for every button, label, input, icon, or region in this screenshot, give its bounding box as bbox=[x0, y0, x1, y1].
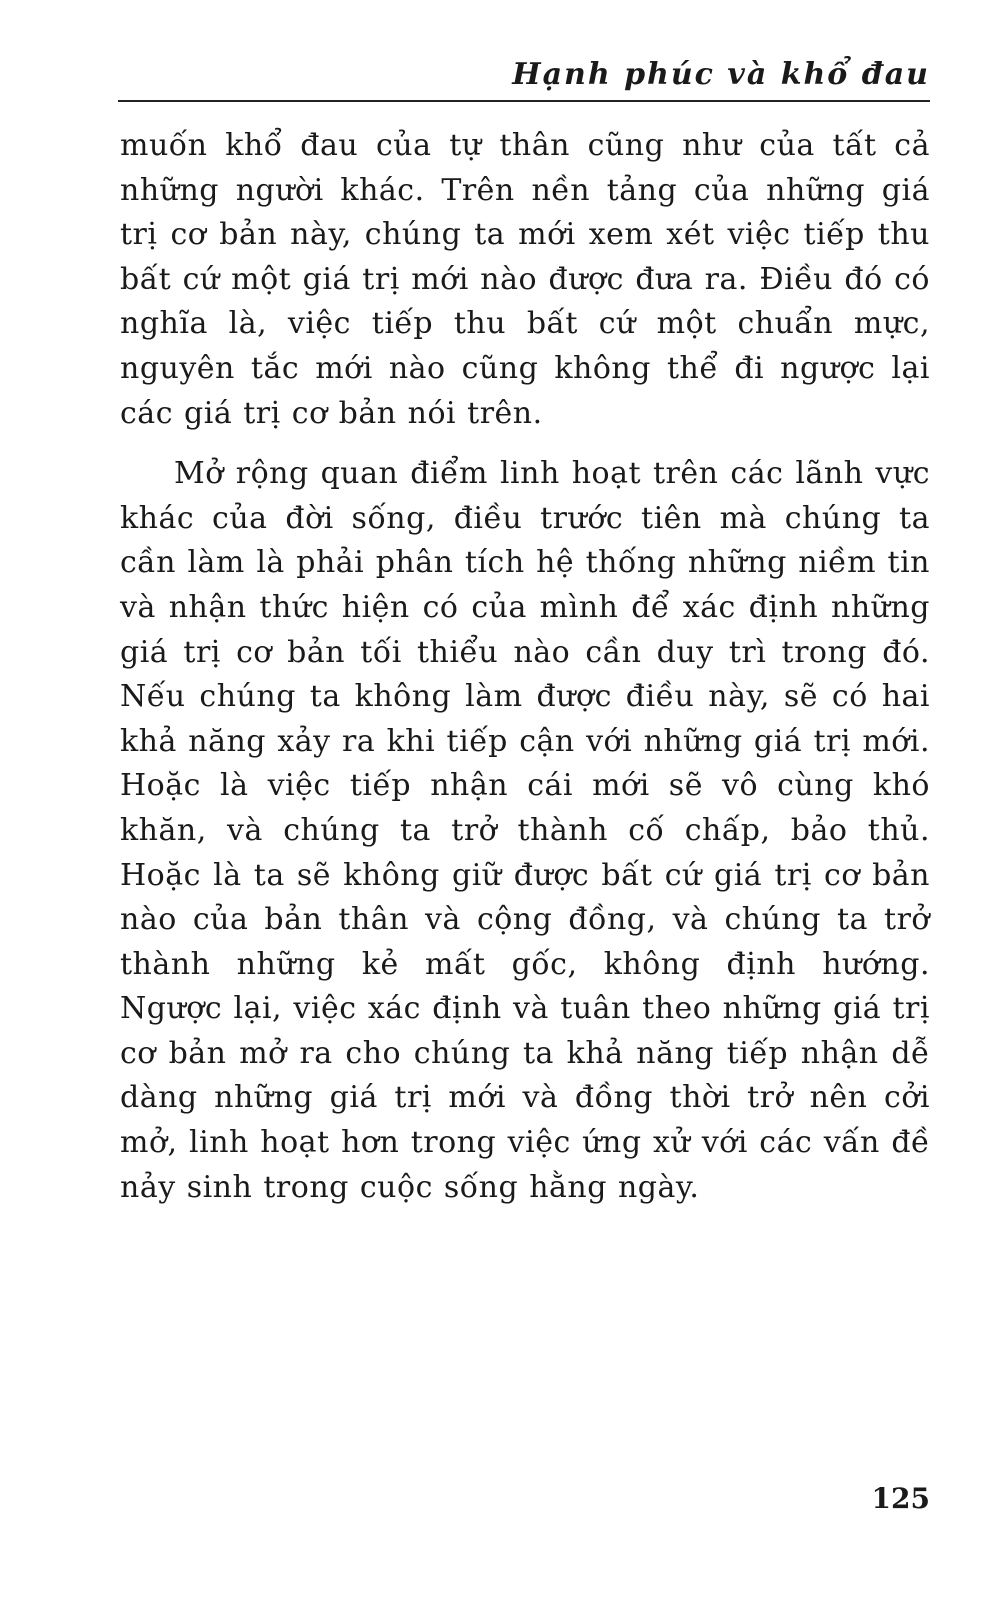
running-header bbox=[118, 52, 930, 102]
paragraph: Mở rộng quan điểm linh hoạt trên các lãnh vực khác của đời sống, điều trước tiên mà chúng ta cần làm là phải phân tích hệ thống những niềm tin và nhận thức hiện có của mình để xác định những giá trị cơ bản tối thiểu nào cần duy trì trong đó. Nếu chúng ta không làm được điều này, sẽ có hai khả năng xảy ra khi tiếp cận với những giá trị mới. Hoặc là việc tiếp nhận cái mới sẽ vô cùng khó khăn, và chúng ta trở thành cố chấp, bảo thủ. Hoặc là ta sẽ không giữ được bất cứ giá trị cơ bản nào của bản thân và cộng đồng, và chúng ta trở thành những kẻ mất gốc, không định hướng. Ngược lại, việc xác định và tuân theo những giá trị cơ bản mở ra cho chúng ta khả năng tiếp nhận dễ dàng những giá trị mới và đồng thời trở nên cởi mở, linh hoạt hơn trong việc ứng xử với các vấn đề nảy sinh trong cuộc sống hằng ngày. bbox=[120, 456, 930, 1205]
running-header-title: Hạnh phúc và khổ đau bbox=[512, 57, 930, 92]
paragraph-continuation: muốn khổ đau của tự thân cũng như của tất cả những người khác. Trên nền tảng của những giá trị cơ bản này, chúng ta mới xem xét việc tiếp thu bất cứ một giá trị mới nào được đưa ra. Điều đó có nghĩa là, việc tiếp thu bất cứ một chuẩn mực, nguyên tắc mới nào cũng không thể đi ngược lại các giá trị cơ bản nói trên. bbox=[120, 128, 930, 431]
body-text bbox=[120, 124, 930, 1210]
page-number: 125 bbox=[871, 1482, 930, 1515]
